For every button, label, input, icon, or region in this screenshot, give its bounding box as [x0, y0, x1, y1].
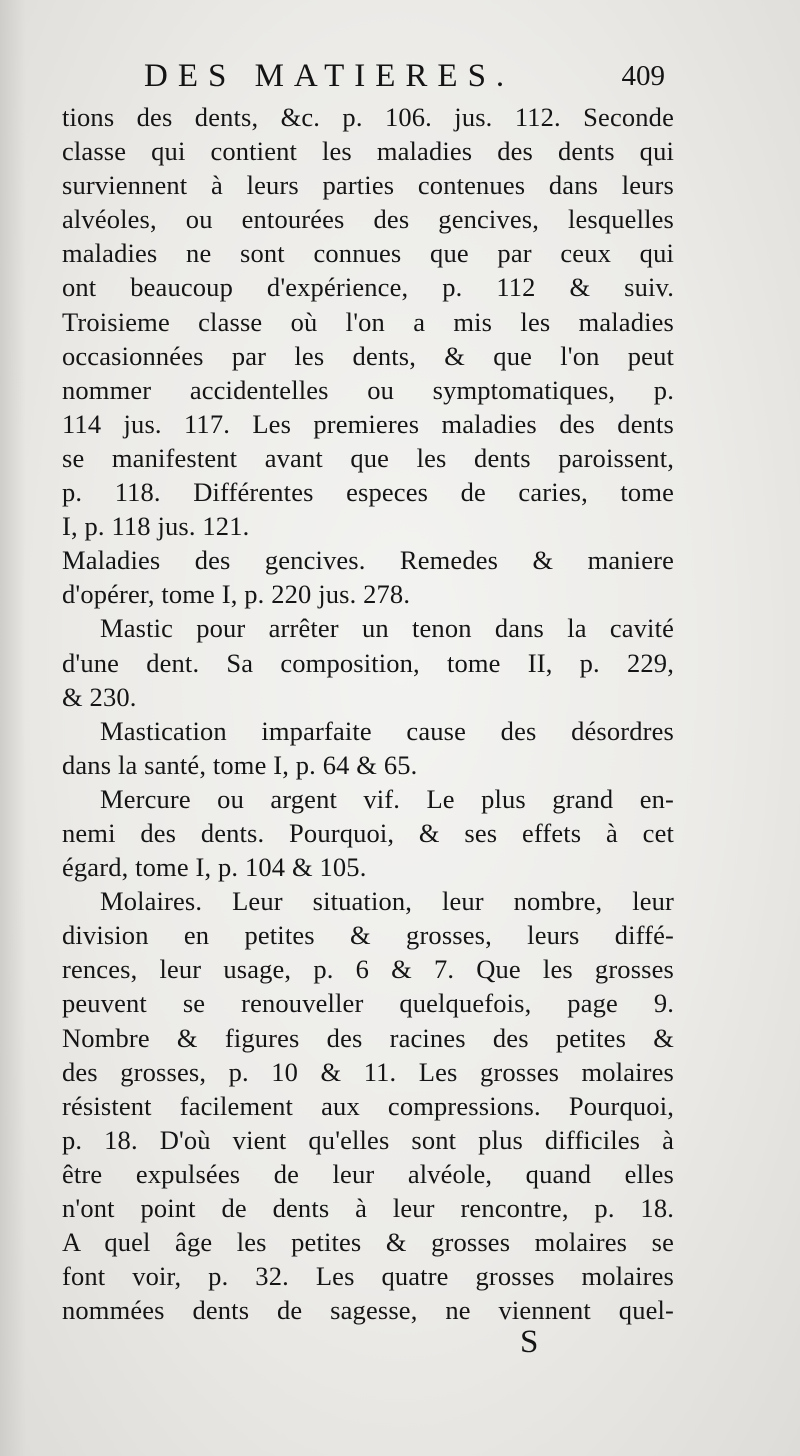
- text-line: Molaires. Leur situation, leur nombre, leur: [100, 886, 674, 917]
- text-line: résistent facilement aux compressions. Pourquoi,: [62, 1090, 674, 1121]
- text-line: p. 18. D'où vient qu'elles sont plus difficiles à: [62, 1124, 674, 1155]
- text-line: Troisieme classe où l'on a mis les maladies: [62, 306, 674, 337]
- text-line: d'une dent. Sa composition, tome II, p. 229,: [62, 647, 674, 678]
- text-line: peuvent se renouveller quelquefois, page 9.: [62, 988, 674, 1019]
- text-line: Mastication imparfaite cause des désordres: [100, 715, 674, 746]
- text-line: alvéoles, ou entourées des gencives, lesquelles: [62, 204, 674, 235]
- text-line: 114 jus. 117. Les premieres maladies des dents: [62, 408, 674, 439]
- text-line: occasionnées par les dents, & que l'on peut: [62, 340, 674, 371]
- text-line: être expulsées de leur alvéole, quand elles: [62, 1158, 674, 1189]
- text-line: & 230.: [62, 681, 137, 712]
- text-line: Maladies des gencives. Remedes & maniere: [62, 545, 674, 576]
- text-line: nommées dents de sagesse, ne viennent quel-: [62, 1295, 674, 1326]
- text-line: Nombre & figures des racines des petites &: [62, 1022, 674, 1053]
- running-header: [60, 56, 665, 96]
- page-number: 409: [621, 60, 665, 92]
- text-line: des grosses, p. 10 & 11. Les grosses molaires: [62, 1056, 674, 1087]
- text-line: font voir, p. 32. Les quatre grosses molaires: [62, 1261, 674, 1292]
- signature-mark: S: [520, 1324, 539, 1360]
- text-line: dans la santé, tome I, p. 64 & 65.: [62, 749, 418, 780]
- text-line: rences, leur usage, p. 6 & 7. Que les grosses: [62, 954, 674, 985]
- text-line: surviennent à leurs parties contenues dans leurs: [62, 170, 674, 201]
- text-line: Mercure ou argent vif. Le plus grand en-: [100, 783, 674, 814]
- text-line: p. 118. Différentes especes de caries, tome: [62, 477, 674, 508]
- text-line: I, p. 118 jus. 121.: [62, 511, 250, 542]
- text-line: maladies ne sont connues que par ceux qui: [62, 238, 674, 269]
- index-text-block: [62, 100, 674, 1327]
- text-line: se manifestent avant que les dents paroissent,: [62, 442, 674, 473]
- text-line: d'opérer, tome I, p. 220 jus. 278.: [62, 579, 411, 610]
- text-line: A quel âge les petites & grosses molaires se: [62, 1227, 674, 1258]
- text-line: égard, tome I, p. 104 & 105.: [62, 852, 367, 883]
- text-line: tions des dents, &c. p. 106. jus. 112. Seconde: [62, 102, 674, 132]
- text-line: ont beaucoup d'expérience, p. 112 & suiv.: [62, 272, 674, 303]
- text-line: n'ont point de dents à leur rencontre, p. 18.: [62, 1193, 674, 1223]
- text-line: Mastic pour arrêter un tenon dans la cavité: [100, 613, 674, 644]
- text-line: division en petites & grosses, leurs diffé-: [62, 920, 674, 951]
- page-gutter-shadow: [0, 0, 26, 1456]
- text-line: classe qui contient les maladies des dents qui: [62, 136, 674, 167]
- text-line: nemi des dents. Pourquoi, & ses effets à cet: [62, 817, 674, 848]
- running-title: DES MATIERES.: [144, 58, 515, 94]
- text-line: nommer accidentelles ou symptomatiques, p.: [62, 374, 674, 405]
